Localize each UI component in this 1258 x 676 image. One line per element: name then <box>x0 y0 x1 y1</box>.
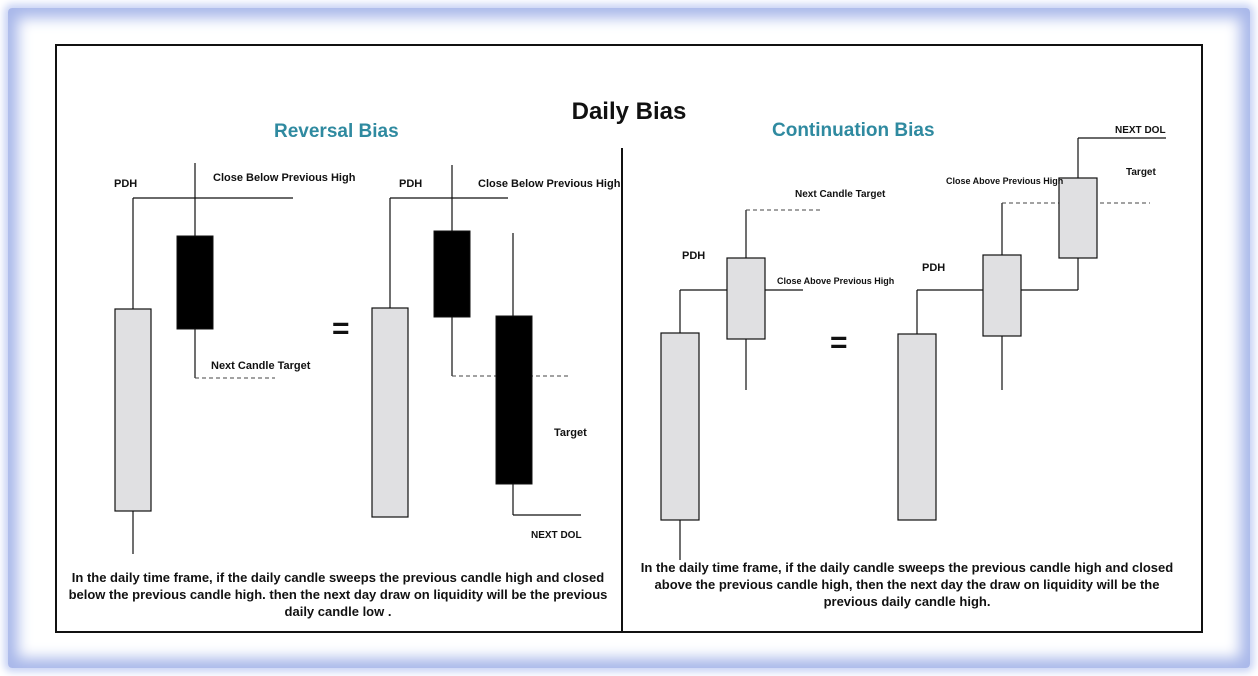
reversal-heading: Reversal Bias <box>274 121 399 142</box>
rev-right-pdh-label: PDH <box>399 178 423 190</box>
rev-right-close-label: Close Below Previous High <box>478 178 621 190</box>
cont-right-curr-candle <box>983 255 1021 336</box>
rev-left-pdh-label: PDH <box>114 178 138 190</box>
cont-left-target-label: Next Candle Target <box>795 189 886 200</box>
rev-left-target-label: Next Candle Target <box>211 360 311 372</box>
cont-right-prev-candle <box>898 334 936 520</box>
rev-right-target-label: Target <box>554 427 587 439</box>
reversal-right-group <box>372 165 581 517</box>
continuation-right-group <box>898 138 1166 520</box>
rev-right-dol-label: NEXT DOL <box>531 530 582 541</box>
cont-left-prev-candle <box>661 333 699 520</box>
rev-right-prev-candle <box>372 308 408 517</box>
cont-left-close-label: Close Above Previous High <box>777 276 895 286</box>
rev-left-close-label: Close Below Previous High <box>213 172 356 184</box>
cont-left-pdh-label: PDH <box>682 250 706 262</box>
rev-right-next-candle <box>496 316 532 484</box>
continuation-description: In the daily time frame, if the daily candle sweeps the previous candle high and closed above the previous candle high, then the next day the draw on liquidity will be the previous daily candle high. <box>640 560 1174 609</box>
cont-right-close-label: Close Above Previous High <box>946 176 1064 186</box>
continuation-left-group <box>661 210 822 560</box>
page-title: Daily Bias <box>571 98 687 125</box>
reversal-left-group <box>115 163 293 554</box>
cont-right-pdh-label: PDH <box>922 262 946 274</box>
rev-left-prev-candle <box>115 309 151 511</box>
cont-left-curr-candle <box>727 258 765 339</box>
cont-right-target-label: Target <box>1126 167 1156 178</box>
reversal-equals-sign: = <box>332 312 350 345</box>
rev-right-curr-candle <box>434 231 470 317</box>
rev-left-curr-candle <box>177 236 213 329</box>
continuation-equals-sign: = <box>830 326 848 359</box>
continuation-heading: Continuation Bias <box>772 120 935 141</box>
cont-right-dol-label: NEXT DOL <box>1115 125 1166 136</box>
reversal-description: In the daily time frame, if the daily candle sweeps the previous candle high and closed below the previous candle high. then the next day draw on liquidity will be the previous daily candle low . <box>68 570 608 619</box>
cont-right-next-candle <box>1059 178 1097 258</box>
